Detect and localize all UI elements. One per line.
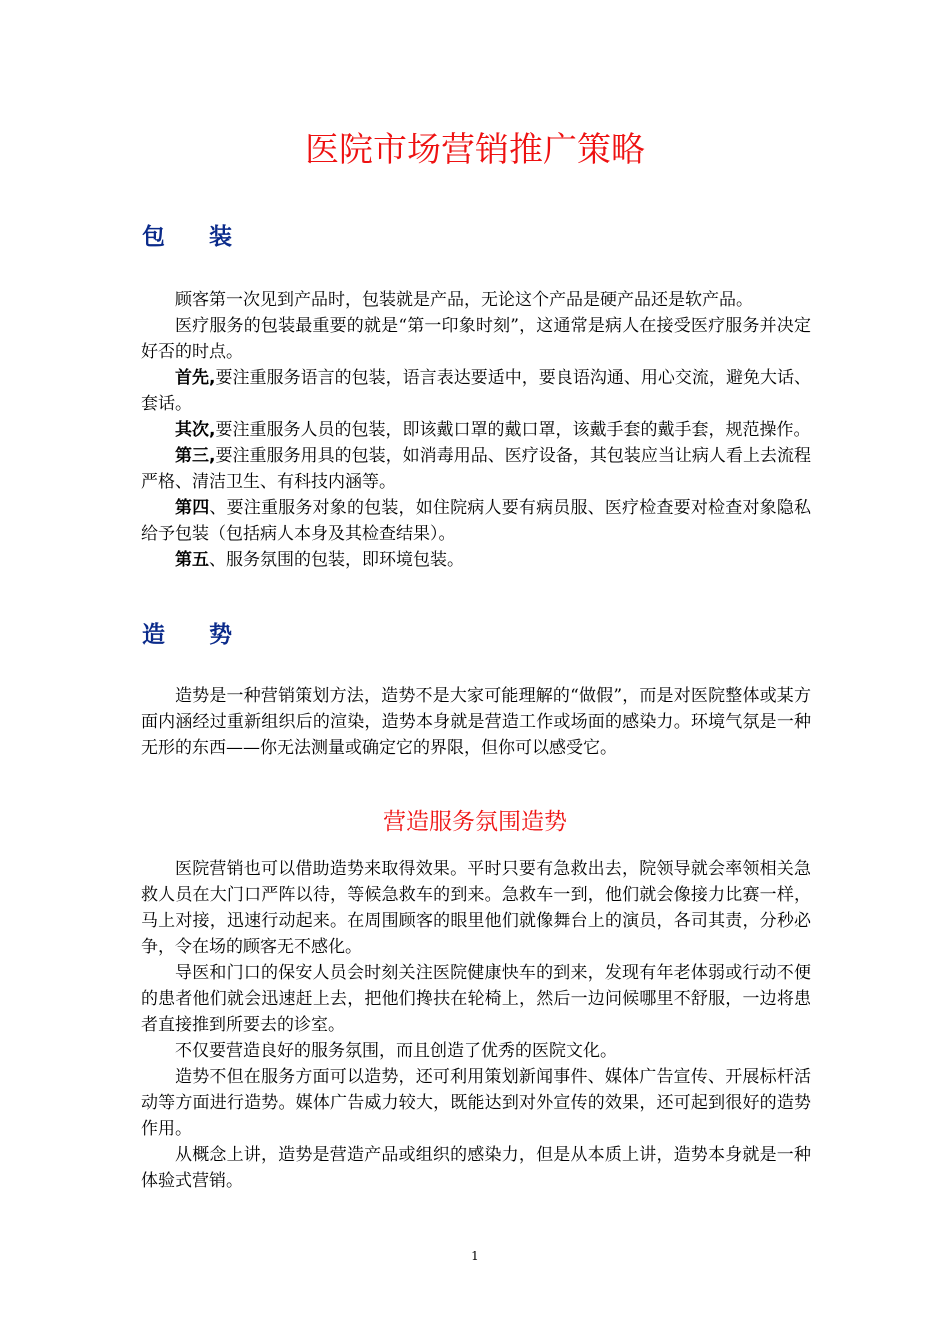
list-item xyxy=(141,547,811,573)
paragraph: 医院营销也可以借助造势来取得效果。平时只要有急救出去，院领导就会率领相关急救人员在大门口严阵以待，等候急救车的到来。急救车一到，他们就会像接力比赛一样，马上对接，迅速行动起来。在周围顾客的眼里他们就像舞台上的演员，各司其责，分秒必争，令在场的顾客无不感化。 xyxy=(141,859,811,957)
paragraph: 不仅要营造良好的服务氛围，而且创造了优秀的医院文化。 xyxy=(175,1041,617,1061)
page-number: 1 xyxy=(471,1249,479,1263)
paragraph: 造势是一种营销策划方法，造势不是大家可能理解的“做假”，而是对医院整体或某方面内涵经过重新组织后的渲染，造势本身就是营造工作或场面的感染力。环境气氛是一种无形的东西——你无法测量或确定它的界限，但你可以感受它。 xyxy=(141,686,811,758)
item-text: 、服务氛围的包装，即环境包装。 xyxy=(209,550,464,570)
paragraph: 导医和门口的保安人员会时刻关注医院健康快车的到来，发现有年老体弱或行动不便的患者他们就会迅速赶上去，把他们搀扶在轮椅上，然后一边问候哪里不舒服，一边将患者直接推到所要去的诊室。 xyxy=(141,963,811,1035)
list-item xyxy=(141,443,811,495)
item-lead: 第四 xyxy=(175,498,210,518)
item-lead: 第五 xyxy=(175,550,209,570)
paragraph: 顾客第一次见到产品时，包装就是产品，无论这个产品是硬产品还是软产品。 xyxy=(175,290,753,310)
item-text: 要注重服务语言的包装，语言表达要适中，要良语沟通、用心交流，避免大话、套话。 xyxy=(141,368,812,414)
paragraph: 医疗服务的包装最重要的就是“第一印象时刻”，这通常是病人在接受医疗服务并决定好否的时点。 xyxy=(141,316,811,362)
item-lead: 其次, xyxy=(175,420,216,440)
paragraph: 造势不但在服务方面可以造势，还可利用策划新闻事件、媒体广告宣传、开展标杆活动等方面进行造势。媒体广告威力较大，既能达到对外宣传的效果，还可起到很好的造势作用。 xyxy=(141,1067,811,1139)
paragraph: 从概念上讲，造势是营造产品或组织的感染力，但是从本质上讲，造势本身就是一种体验式营销。 xyxy=(141,1145,811,1191)
list-item xyxy=(141,365,811,417)
item-text: 、要注重服务对象的包装，如住院病人要有病员服、医疗检查要对检查对象隐私给予包装（包括病人本身及其检查结果）。 xyxy=(141,498,812,544)
item-lead: 第三, xyxy=(175,446,216,466)
section-body-momentum xyxy=(141,683,811,761)
subsection-heading: 营造服务氛围造势 xyxy=(383,809,567,835)
item-lead: 首先, xyxy=(175,368,216,388)
section-heading-momentum: 造 势 xyxy=(142,622,251,648)
list-item xyxy=(141,495,811,547)
list-item xyxy=(141,417,811,443)
item-text: 要注重服务用具的包装，如消毒用品、医疗设备，其包装应当让病人看上去流程严格、清洁卫生、有科技内涵等。 xyxy=(141,446,812,492)
section-heading-packaging: 包 装 xyxy=(142,224,251,250)
subsection-body xyxy=(141,856,811,1194)
item-text: 要注重服务人员的包装，即该戴口罩的戴口罩，该戴手套的戴手套，规范操作。 xyxy=(215,420,811,440)
section-body-packaging xyxy=(141,287,811,573)
document-title: 医院市场营销推广策略 xyxy=(305,130,645,170)
